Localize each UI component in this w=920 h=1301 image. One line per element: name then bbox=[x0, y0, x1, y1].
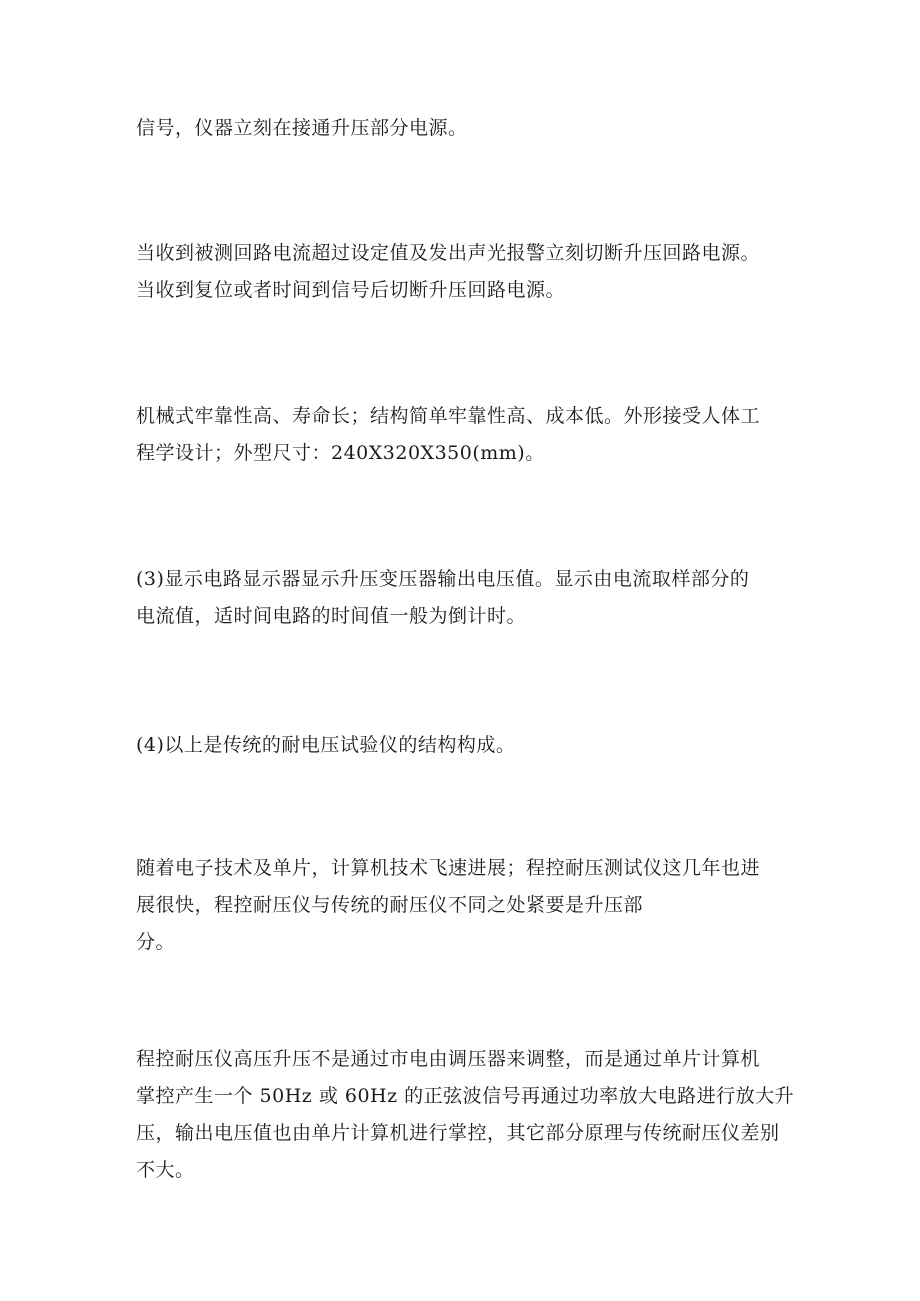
paragraph-line: 电流值，适时间电路的时间值一般为倒计时。 bbox=[136, 605, 527, 627]
paragraph-6 bbox=[136, 850, 796, 961]
paragraph-line: 当收到被测回路电流超过设定值及发出声光报警立刻切断升压回路电源。 bbox=[136, 242, 761, 264]
paragraph-5 bbox=[136, 727, 796, 764]
paragraph-line: 程控耐压仪高压升压不是通过市电由调压器来调整，而是通过单片计算机 bbox=[136, 1048, 761, 1070]
paragraph-line: 程学设计；外型尺寸：240X320X350(mm)。 bbox=[136, 442, 545, 464]
paragraph-line: (3)显示电路显示器显示升压变压器输出电压值。显示由电流取样部分的 bbox=[136, 568, 750, 590]
paragraph-7 bbox=[136, 1041, 796, 1189]
paragraph-line: 不大。 bbox=[136, 1159, 195, 1181]
paragraph-line: 分。 bbox=[136, 931, 176, 953]
paragraph-line: 机械式牢靠性高、寿命长；结构简单牢靠性高、成本低。外形接受人体工 bbox=[136, 405, 761, 427]
paragraph-2 bbox=[136, 235, 796, 309]
paragraph-line: 信号，仪器立刻在接通升压部分电源。 bbox=[136, 117, 468, 139]
paragraph-line: (4)以上是传统的耐电压试验仪的结构构成。 bbox=[136, 734, 516, 756]
paragraph-4 bbox=[136, 561, 796, 635]
paragraph-1 bbox=[136, 110, 796, 147]
paragraph-3 bbox=[136, 398, 796, 472]
paragraph-line: 压，输出电压值也由单片计算机进行掌控，其它部分原理与传统耐压仪差别 bbox=[136, 1122, 780, 1144]
paragraph-line: 随着电子技术及单片，计算机技术飞速进展；程控耐压测试仪这几年也进 bbox=[136, 857, 761, 879]
paragraph-line: 展很快，程控耐压仪与传统的耐压仪不同之处紧要是升压部 bbox=[136, 894, 644, 916]
paragraph-line: 当收到复位或者时间到信号后切断升压回路电源。 bbox=[136, 279, 566, 301]
paragraph-line: 掌控产生一个 50Hz 或 60Hz 的正弦波信号再通过功率放大电路进行放大升 bbox=[136, 1085, 795, 1107]
